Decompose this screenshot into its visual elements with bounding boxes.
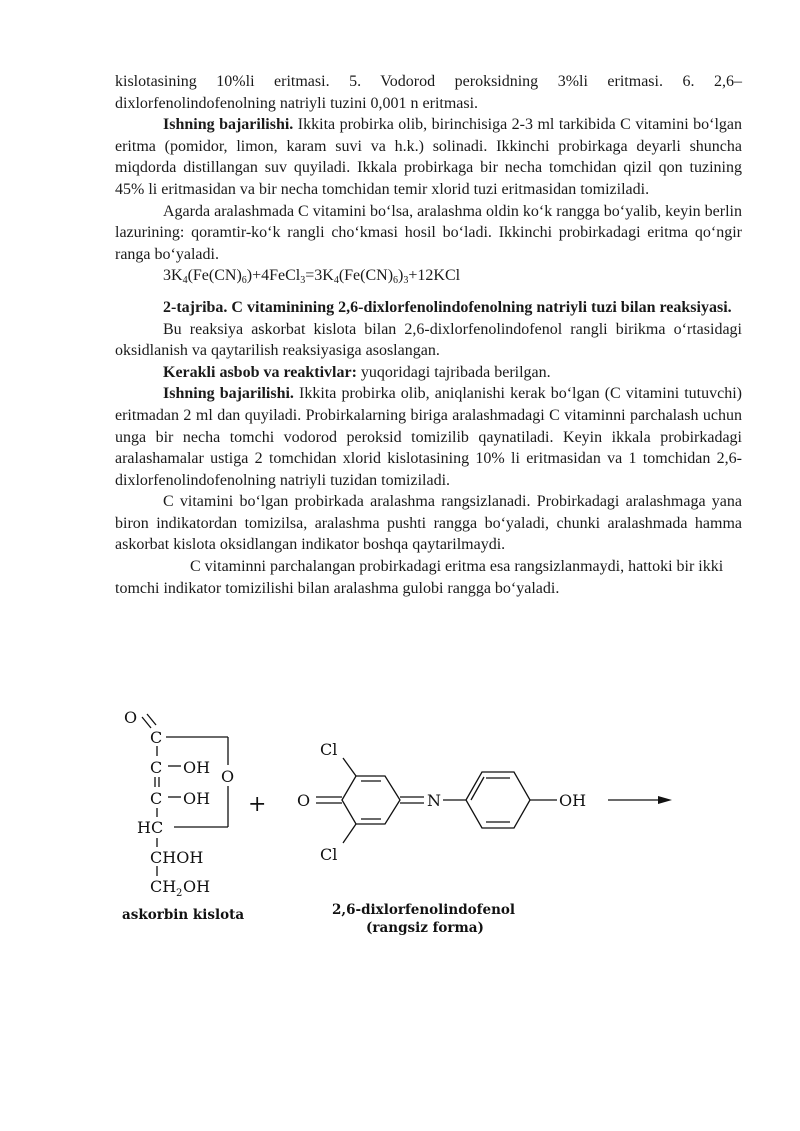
ascorbic-oh1: OH [183, 758, 211, 777]
ascorbic-caption: askorbin kislota [122, 907, 245, 923]
paragraph-reagents-end: kislotasining 10%li eritmasi. 5. Vodorod peroksidning 3%li eritmasi. 6. 2,6–dixlorfenolindofenolning natriyli tuzini 0,001 n eritmasi. [115, 73, 742, 112]
indophenol-n: N [427, 791, 441, 810]
equipment-heading: Kerakli asbob va reaktivlar: [163, 363, 357, 381]
indophenol-structure [316, 758, 664, 843]
ascorbic-ring-o: O [221, 767, 235, 786]
indophenol-labels [297, 740, 586, 936]
paragraph-result-1: Agarda aralashmada C vitamini bo‘lsa, aralashma oldin ko‘k rangga bo‘yalib, keyin berlin lazurining: qoramtir-ko‘k rangli cho‘kmasi hosil bo‘ladi. Ikkinchi probirkadagi eritma qo‘ngir ranga bo‘yaladi. [115, 202, 742, 263]
body-text [115, 71, 742, 599]
indophenol-caption-line1: 2,6-dixlorfenolindofenol [332, 902, 516, 918]
procedure-heading-1: Ishning bajarilishi. [163, 116, 294, 134]
paragraph-procedure-2: Ishning bajarilishi. Ikkita probirka olib, aniqlanishi kerak bo‘lgan (C vitamini tutuvchi) eritmadan 2 ml dan quyiladi. Probirkalarning biriga aralashmadagi C vitaminni parchalash uchun unga bir necha tomchi vodorod peroksid tomizilib qaynatiladi. Keyin ikkala probirkadagi aralashamalar ustiga 2 tomchidan xlorid kislotasining 10% li eritmasidan va 1 tomchidan 2,6-dixlorfenolindofenolning natriyli tuzidan tomiziladi. [115, 385, 743, 489]
indophenol-cl-top: Cl [320, 740, 338, 759]
spacer [115, 287, 742, 297]
ascorbic-ch2: CH [150, 877, 177, 896]
ascorbic-chohh: CHOH [150, 848, 204, 867]
ascorbic-c3: C [150, 789, 163, 808]
indophenol-caption-line2: (rangsiz forma) [366, 920, 484, 936]
ascorbic-o-top: O [124, 708, 138, 727]
ascorbic-ch2-oh: OH [183, 877, 211, 896]
ascorbic-acid-labels [122, 708, 244, 923]
ascorbic-ch2-sub: 2 [176, 888, 183, 899]
reaction-equation: $3K_4(Fe(CN)_6)+4FeCl_3=3K_4(Fe(CN)_6)_3+12KCl$ [163, 267, 461, 287]
procedure-heading-2: Ishning bajarilishi. [163, 385, 294, 403]
paragraph-result-3: C vitaminni parchalangan probirkadagi eritma esa rangsizlanmaydi, hattoki bir ikki tomchi indikator tomizilishi bilan aralashma gulobi rangga bo‘yaladi. [115, 558, 724, 597]
procedure-text-1: Ikkita probirka olib, birinchisiga 2-3 ml tarkibida C vitamini bo‘lgan eritma (pomidor, limon, karam suvi va h.k.) solinadi. Ikkinchi probirkaga deyarli shuncha miqdorda distillangan suv quyiladi. Ikkala probirkaga bir necha tomchidan qizil qon tuzining 45% li eritmasidan va bir necha tomchidan temir xlorid tuzi eritmasidan tomiziladi. [115, 116, 742, 198]
reaction-scheme-drawing [0, 700, 800, 950]
experiment-2-heading: 2-tajriba. C vitaminining 2,6-dixlorfenolindofenolning natriyli tuzi bilan reaksiyasi. [163, 298, 732, 316]
plus-sign: + [248, 792, 267, 817]
paragraph-principle: Bu reaksiya askorbat kislota bilan 2,6-dixlorfenolindofenol rangli birikma o‘rtasidagi oksidlanish va qaytarilish reaksiyasiga asoslangan. [115, 320, 742, 360]
indophenol-cl-bottom: Cl [320, 845, 338, 864]
indophenol-oh: OH [559, 791, 587, 810]
reaction-arrow-head [658, 796, 672, 804]
indophenol-o-left: O [297, 791, 311, 810]
paragraph-equipment: Kerakli asbob va reaktivlar: yuqoridagi tajribada berilgan. [163, 363, 551, 381]
ascorbic-oh2: OH [183, 789, 211, 808]
ascorbic-c2: C [150, 758, 163, 777]
paragraph-procedure-1 [115, 114, 742, 200]
reaction-scheme [0, 700, 800, 950]
ascorbic-c1: C [150, 728, 163, 747]
ascorbic-hc: HC [137, 818, 164, 837]
paragraph-result-2: C vitamini bo‘lgan probirkada aralashma rangsizlanadi. Probirkadagi aralashmaga yana biron indikatordan tomizilsa, aralashma pushti rangga bo‘yaladi, chunki aralashmada hamma askorbat kislota oksidlangan indikator boshqa qaytarilmaydi. [115, 493, 742, 554]
